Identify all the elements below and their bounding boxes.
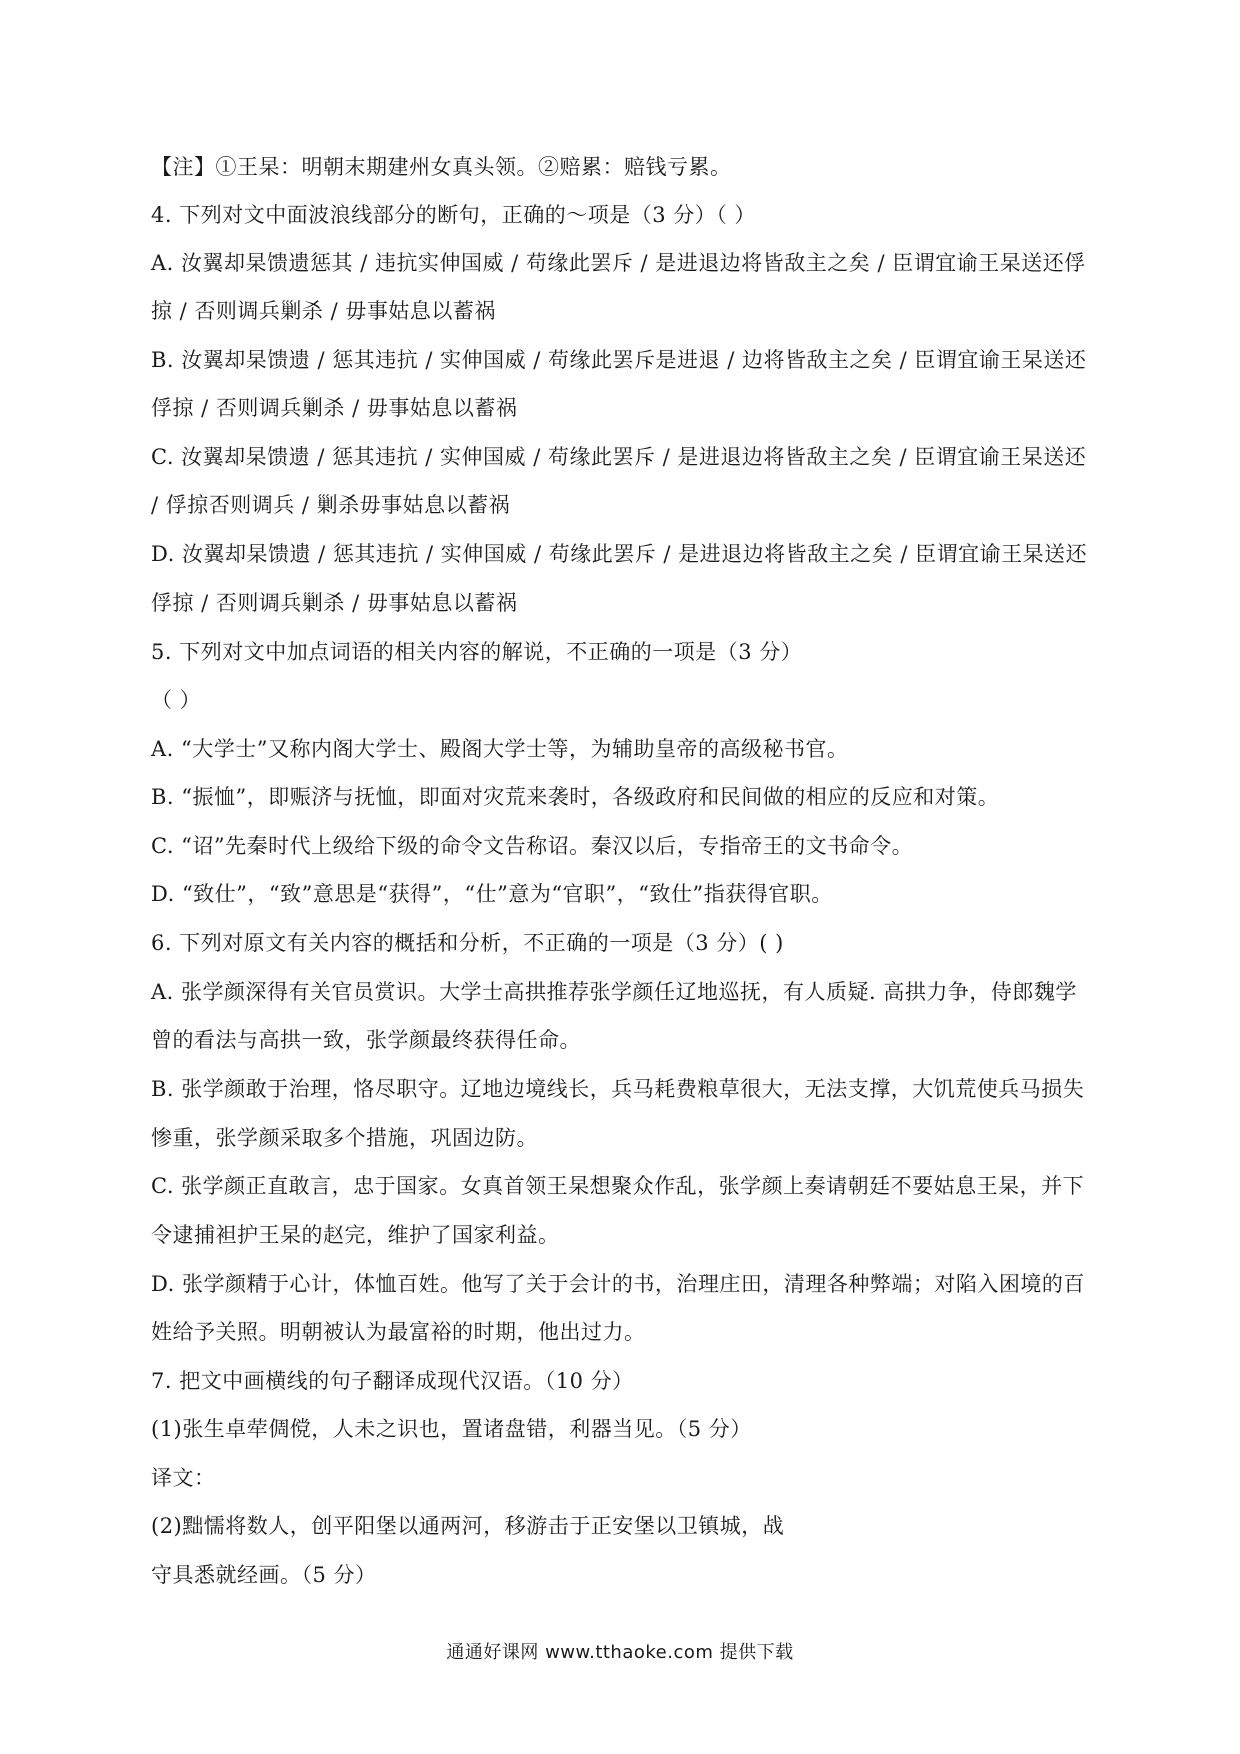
option-4a-line-2: 掠 / 否则调兵剿杀 / 毋事姑息以蓄祸 bbox=[151, 299, 496, 323]
option-5b: B. “振恤”，即赈济与抚恤，即面对灾荒来袭时，各级政府和民间做的相应的反应和对策。 bbox=[151, 785, 1000, 809]
question-5-bracket: （ ） bbox=[151, 688, 202, 712]
option-6c-line-1: C. 张学颜正直敢言，忠于国家。女真首领王杲想聚众作乱，张学颜上奏请朝廷不要姑息王杲，并下 bbox=[151, 1174, 1085, 1198]
option-6b-line-1: B. 张学颜敢于治理，恪尽职守。辽地边境线长，兵马耗费粮草很大，无法支撑，大饥荒使兵马损失 bbox=[151, 1077, 1085, 1101]
option-6a-line-1: A. 张学颜深得有关官员赏识。大学士高拱推荐张学颜任辽地巡抚，有人质疑. 高拱力争，侍郎魏学 bbox=[151, 980, 1077, 1004]
note-line: 【注】①王杲：明朝末期建州女真头领。②赔累：赔钱亏累。 bbox=[151, 155, 732, 179]
option-4c-line-2: / 俘掠否则调兵 / 剿杀毋事姑息以蓄祸 bbox=[151, 493, 511, 517]
option-5d: D. “致仕”，“致”意思是“获得”，“仕”意为“官职”，“致仕”指获得官职。 bbox=[151, 882, 833, 906]
option-4b-line-1: B. 汝翼却杲馈遗 / 惩其违抗 / 实伸国威 / 苟缘此罢斥是进退 / 边将皆敌主之矣 / 臣谓宜谕王杲送还 bbox=[151, 348, 1087, 372]
question-7-part-2-line-2: 守具悉就经画。（5 分） bbox=[151, 1563, 377, 1587]
option-4b-line-2: 俘掠 / 否则调兵剿杀 / 毋事姑息以蓄祸 bbox=[151, 396, 518, 420]
option-4d-line-2: 俘掠 / 否则调兵剿杀 / 毋事姑息以蓄祸 bbox=[151, 591, 518, 615]
translation-label: 译文： bbox=[151, 1466, 216, 1490]
question-5: 5. 下列对文中加点词语的相关内容的解说，不正确的一项是（3 分） bbox=[151, 640, 803, 664]
option-6d-line-1: D. 张学颜精于心计，体恤百姓。他写了关于会计的书，治理庄田，清理各种弊端；对陷入困境的百 bbox=[151, 1272, 1085, 1296]
question-7-part-1: (1)张生卓荦倜傥，人未之识也，置诸盘错，利器当见。（5 分） bbox=[151, 1417, 752, 1441]
page-footer: 通通好课网 www.tthaoke.com 提供下载 bbox=[446, 1642, 794, 1663]
option-6a-line-2: 曾的看法与高拱一致，张学颜最终获得任命。 bbox=[151, 1028, 581, 1052]
option-4a-line-1: A. 汝翼却杲馈遗惩其 / 违抗实伸国威 / 苟缘此罢斥 / 是进退边将皆敌主之矣 / 臣谓宜谕王杲送还俘 bbox=[151, 251, 1086, 275]
question-4: 4. 下列对文中面波浪线部分的断句，正确的～项是（3 分）（ ） bbox=[151, 203, 756, 227]
question-6: 6. 下列对原文有关内容的概括和分析，不正确的一项是（3 分）( ) bbox=[151, 931, 784, 955]
option-6d-line-2: 姓给予关照。明朝被认为最富裕的时期，他出过力。 bbox=[151, 1320, 646, 1344]
question-7-part-2-line-1: (2)黜懦将数人，创平阳堡以通两河，移游击于正安堡以卫镇城，战 bbox=[151, 1514, 785, 1538]
option-4c-line-1: C. 汝翼却杲馈遗 / 惩其违抗 / 实伸国威 / 苟缘此罢斥 / 是进退边将皆敌主之矣 / 臣谓宜谕王杲送还 bbox=[151, 445, 1087, 469]
question-7: 7. 把文中画横线的句子翻译成现代汉语。（10 分） bbox=[151, 1369, 634, 1393]
option-6b-line-2: 惨重，张学颜采取多个措施，巩固边防。 bbox=[151, 1126, 538, 1150]
option-5c: C. “诏”先秦时代上级给下级的命令文告称诏。秦汉以后，专指帝王的文书命令。 bbox=[151, 834, 914, 858]
option-4d-line-1: D. 汝翼却杲馈遗 / 惩其违抗 / 实伸国威 / 苟缘此罢斥 / 是进退边将皆敌主之矣 / 臣谓宜谕王杲送还 bbox=[151, 542, 1088, 566]
option-5a: A. “大学士”又称内阁大学士、殿阁大学士等，为辅助皇帝的高级秘书官。 bbox=[151, 737, 849, 761]
option-6c-line-2: 令逮捕袒护王杲的赵完，维护了国家利益。 bbox=[151, 1223, 560, 1247]
